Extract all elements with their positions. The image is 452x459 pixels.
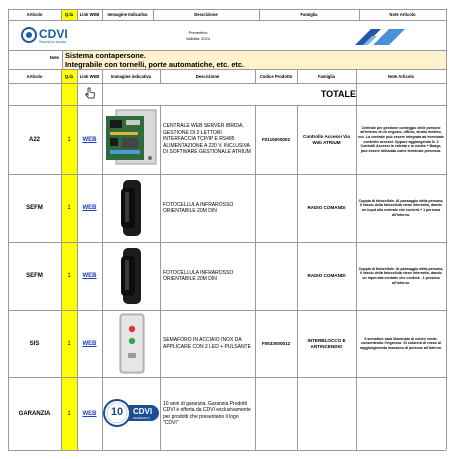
- row3-qta: 1: [67, 273, 71, 279]
- row1-image: [104, 108, 158, 171]
- cdvi-logo: [20, 26, 76, 46]
- row5-famiglia: [297, 377, 356, 450]
- row2-web-link[interactable]: WEB: [82, 205, 97, 211]
- grid-line: [8, 20, 446, 21]
- grid-line: [8, 450, 446, 451]
- row4-codice: F0533000012: [261, 341, 291, 346]
- row4-articolo: SIS: [29, 340, 40, 347]
- grid-line: [160, 105, 161, 450]
- row5-codice: [255, 377, 297, 450]
- grid-line: [62, 50, 63, 69]
- grid-line: [8, 50, 446, 51]
- row2-note: Coppia di fotocellule. Al passaggio della persona, il fascio della fotocellula viene interrotto, dando un input alla centrale che conterà + 1 persona all'interno.: [358, 198, 444, 217]
- row1-codice: F0115000002: [261, 137, 291, 142]
- header-famiglia: Famiglia: [318, 73, 335, 79]
- row1-articolo: A22: [28, 136, 40, 143]
- grid-line: [255, 69, 256, 83]
- grid-line: [446, 9, 447, 450]
- row3-web-link[interactable]: WEB: [82, 273, 97, 279]
- row1-famiglia: Controllo Accessi Via Web ATRIUM: [303, 133, 350, 145]
- col-link-top: Link WEB: [79, 12, 100, 17]
- row4-web-link[interactable]: WEB: [82, 340, 97, 347]
- grid-line: [77, 9, 78, 20]
- row3-image: [115, 246, 147, 306]
- grid-line: [259, 9, 260, 20]
- grid-line: [297, 105, 298, 450]
- grid-line: [8, 9, 446, 10]
- brand-graphic: [352, 24, 408, 50]
- row3-famiglia: RADIO COMANDI: [307, 273, 346, 278]
- grid-line: [8, 377, 446, 378]
- photocell-icon: [115, 178, 147, 238]
- badge-brand: CDVI: [133, 407, 153, 416]
- preventivo-label: Preventivo: [188, 30, 208, 35]
- header-link: Link WEB: [79, 73, 100, 79]
- grid-line: [8, 9, 9, 450]
- photocell-icon: [115, 246, 147, 306]
- grid-line: [8, 69, 446, 70]
- row5-articolo: GARANZIA: [18, 410, 51, 417]
- row2-famiglia: RADIO COMANDI: [307, 205, 346, 210]
- header-note: Note Articolo: [387, 73, 415, 79]
- header-codice: Codice Prodotto: [259, 73, 293, 79]
- row1-web-link[interactable]: WEB: [82, 136, 97, 143]
- header-qta: Q.tà: [64, 73, 74, 79]
- totale-label: TOTALE: [320, 89, 356, 99]
- row2-codice: [255, 174, 297, 242]
- row2-qta: 1: [67, 205, 71, 211]
- row1-descrizione: CENTRALE WEB SERVER IBRIDA, GESTIONE DI 2 LETTORI INTERFACCIA TCP/IP E RS485 ALIMENTAZIONE A 220 V. INCLUSIVA DI SOFTWARE GESTIONALE ATRIUM: [163, 123, 251, 156]
- row4-qta: 1: [67, 340, 71, 347]
- note-label: Note: [49, 55, 59, 60]
- row5-web-link[interactable]: WEB: [82, 410, 97, 417]
- col-note-top: Note Articolo: [389, 12, 416, 17]
- grid-line: [8, 310, 446, 311]
- row4-image: [117, 313, 147, 374]
- note-line-1: Sistema contapersone.: [65, 51, 146, 60]
- grid-line: [359, 9, 360, 20]
- logo-subtitle: Security for Access: [39, 40, 67, 44]
- col-immagine-top: Immagine Indicativa: [107, 12, 148, 17]
- col-descrizione-top: Descrizione: [194, 12, 218, 17]
- grid-line: [61, 69, 62, 450]
- note-line-2: Integrabile con tornelli, porte automatiche, etc. etc.: [65, 60, 245, 69]
- row2-image: [115, 178, 147, 238]
- cdvi-emblem-icon: [352, 24, 408, 50]
- grid-line: [356, 69, 357, 450]
- grid-line: [77, 69, 78, 450]
- row5-descrizione: 10 anni di garanzia. Garanzia Prodotti CDVI è offerta da CDVI esclusivamente per prodotti che presentano il logo "CDVI": [163, 400, 251, 426]
- grid-line: [297, 69, 298, 83]
- row2-articolo: SEFM: [26, 205, 43, 211]
- grid-line: [160, 69, 161, 83]
- cursor-icon: [84, 86, 96, 98]
- row3-codice: [255, 242, 297, 310]
- row4-note: Il semaforo sarà illuminato di colore verde, consentendo l'ingresso. Si colorerà di rosso al raggiungimento massimo di persone all'interno.: [360, 336, 442, 350]
- row5-note: [356, 377, 446, 450]
- logo-text: CDVI: [39, 27, 68, 41]
- grid-line: [102, 9, 103, 20]
- row5-image: [103, 398, 160, 428]
- header-immagine: Immagine indicativa: [110, 73, 152, 79]
- row3-note: Coppia di fotocellule. Al passaggio della persona, il fascio della fotocellula viene interrotto, dando un input alla centrale che conterà - 1 persona all'interno.: [358, 266, 444, 285]
- grid-line: [8, 105, 446, 106]
- traffic-light-icon: [117, 313, 147, 374]
- row4-descrizione: SEMAFORO IN ACCIAIO INOX DA APPLICARE CON 2 LED + PULSANTE: [163, 337, 251, 350]
- row2-descrizione: FOTOCELLULA INFRAROSSO ORIENTABILE 20M DIN: [163, 201, 234, 214]
- row4-famiglia: INTERBLOCCO E ANTINCENDIO: [307, 337, 346, 349]
- col-articolo-top: Articolo: [26, 12, 43, 17]
- col-famiglia-top: Famiglia: [300, 12, 318, 17]
- grid-line: [61, 9, 62, 20]
- badge-caption: WARRANTY: [133, 416, 151, 420]
- row3-articolo: SEFM: [26, 273, 43, 279]
- grid-line: [153, 9, 154, 20]
- grid-line: [8, 174, 446, 175]
- top-header: [8, 9, 446, 20]
- grid-line: [8, 242, 446, 243]
- col-qta-top: Q.tà: [61, 9, 77, 20]
- row3-descrizione: FOTOCELLULA INFRAROSSO ORIENTABILE 20M DIN: [163, 269, 234, 282]
- row5-qta: 1: [67, 410, 71, 417]
- controller-board-icon: [104, 108, 158, 171]
- grid-line: [102, 69, 103, 450]
- row1-note: Centrale per gestione conteggio delle persone all'interno di un negozio, ufficio, studio medico, ecc. La centrale può essere integrata ad eventuale controllo accessi. Oppure aggiungendo N. 2 Controlli Accessi in entrata e in uscita + Badge, può essere utilizzata come terminale presenza.: [358, 125, 444, 153]
- grid-line: [255, 105, 256, 450]
- validita-label: Validità: 2024: [186, 36, 210, 41]
- badge-years: 10: [110, 406, 124, 418]
- row1-qta: 1: [67, 136, 71, 143]
- header-descrizione: Descrizione: [195, 73, 220, 79]
- grid-line: [8, 83, 446, 84]
- header-articolo: Articolo: [26, 73, 43, 79]
